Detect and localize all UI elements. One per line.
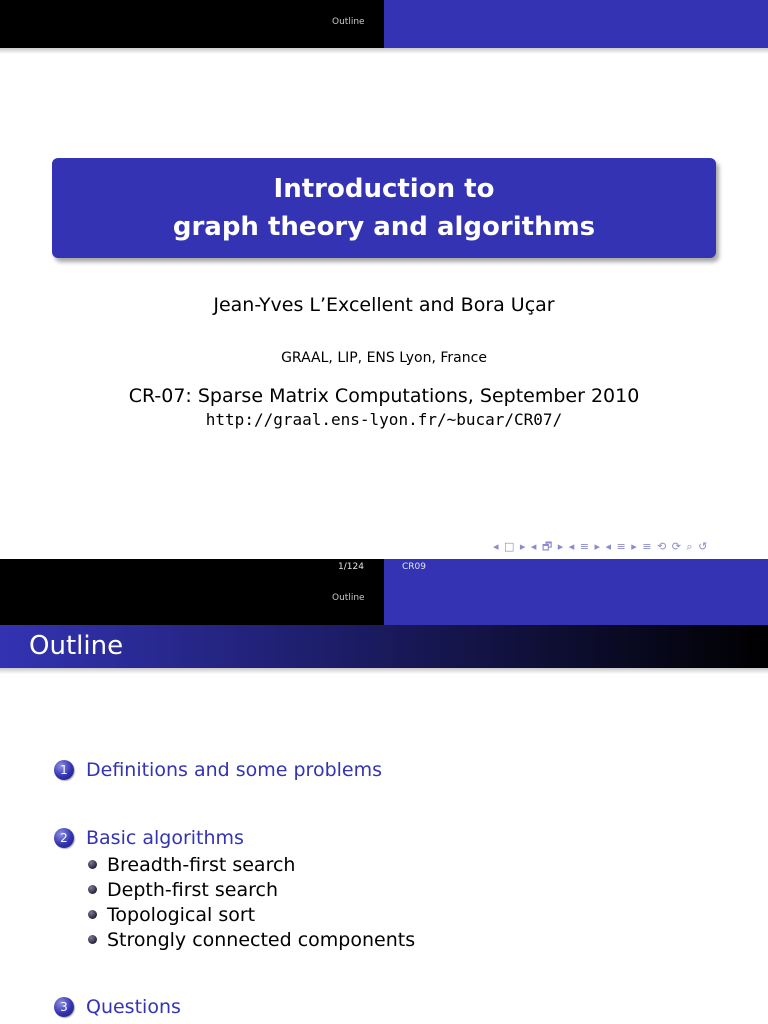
nav-frame-icons[interactable]: ◂ □ ▸ ◂ 🗗 ▸ ◂ ≡ ▸ ◂ ≡ ▸ ≡ ⟲ ⟳ ⌕ ↺ (493, 540, 709, 553)
subitem-label[interactable]: Breadth-first search (107, 853, 296, 876)
short-title: CR09 (402, 562, 426, 572)
bullet-icon (88, 885, 97, 894)
bullet-icon (88, 935, 97, 944)
frame-title-bar (0, 625, 768, 668)
outline-subitem[interactable] (88, 877, 278, 902)
slide2-header-section-link[interactable]: Outline (332, 593, 365, 603)
outline-subitem[interactable] (88, 852, 295, 877)
section-label[interactable]: Definitions and some problems (86, 759, 383, 781)
header-section-link[interactable]: Outline (332, 17, 365, 27)
title-line-2: graph theory and algorithms (172, 212, 596, 242)
section-label[interactable]: Basic algorithms (86, 827, 244, 849)
header-bar-right (384, 0, 768, 48)
bullet-icon (88, 860, 97, 869)
subitem-label[interactable]: Depth-first search (107, 878, 279, 901)
outline-section-3[interactable] (54, 994, 181, 1020)
outline-subitem[interactable] (88, 902, 255, 927)
section-number-ball: 2 (54, 828, 74, 848)
outline-subitem[interactable] (88, 927, 415, 952)
institute-text: GRAAL, LIP, ENS Lyon, France (281, 350, 487, 366)
section-number-ball: 3 (54, 997, 74, 1017)
title-line-1: Introduction to (273, 174, 495, 204)
outline-section-1[interactable] (54, 757, 382, 783)
frame-title-shadow (0, 668, 768, 674)
course-text: CR-07: Sparse Matrix Computations, September 2010 (128, 385, 640, 407)
title-block (52, 158, 716, 258)
subitem-label[interactable]: Strongly connected components (107, 928, 416, 951)
frame-title: Outline (29, 631, 124, 661)
header-bar-left (0, 0, 384, 48)
page-number: 1/124 (338, 562, 364, 572)
footer-bar-left (0, 559, 384, 625)
author-text: Jean-Yves L’Excellent and Bora Uçar (213, 294, 555, 316)
footer-bar-right (384, 559, 768, 625)
outline-section-2[interactable] (54, 825, 244, 851)
section-label[interactable]: Questions (86, 996, 181, 1018)
header-shadow (0, 48, 768, 54)
subitem-label[interactable]: Topological sort (107, 903, 256, 926)
section-number-ball: 1 (54, 760, 74, 780)
bullet-icon (88, 910, 97, 919)
navigation-symbols[interactable] (493, 538, 708, 557)
course-url-link[interactable]: http://graal.ens-lyon.fr/~bucar/CR07/ (205, 410, 563, 429)
